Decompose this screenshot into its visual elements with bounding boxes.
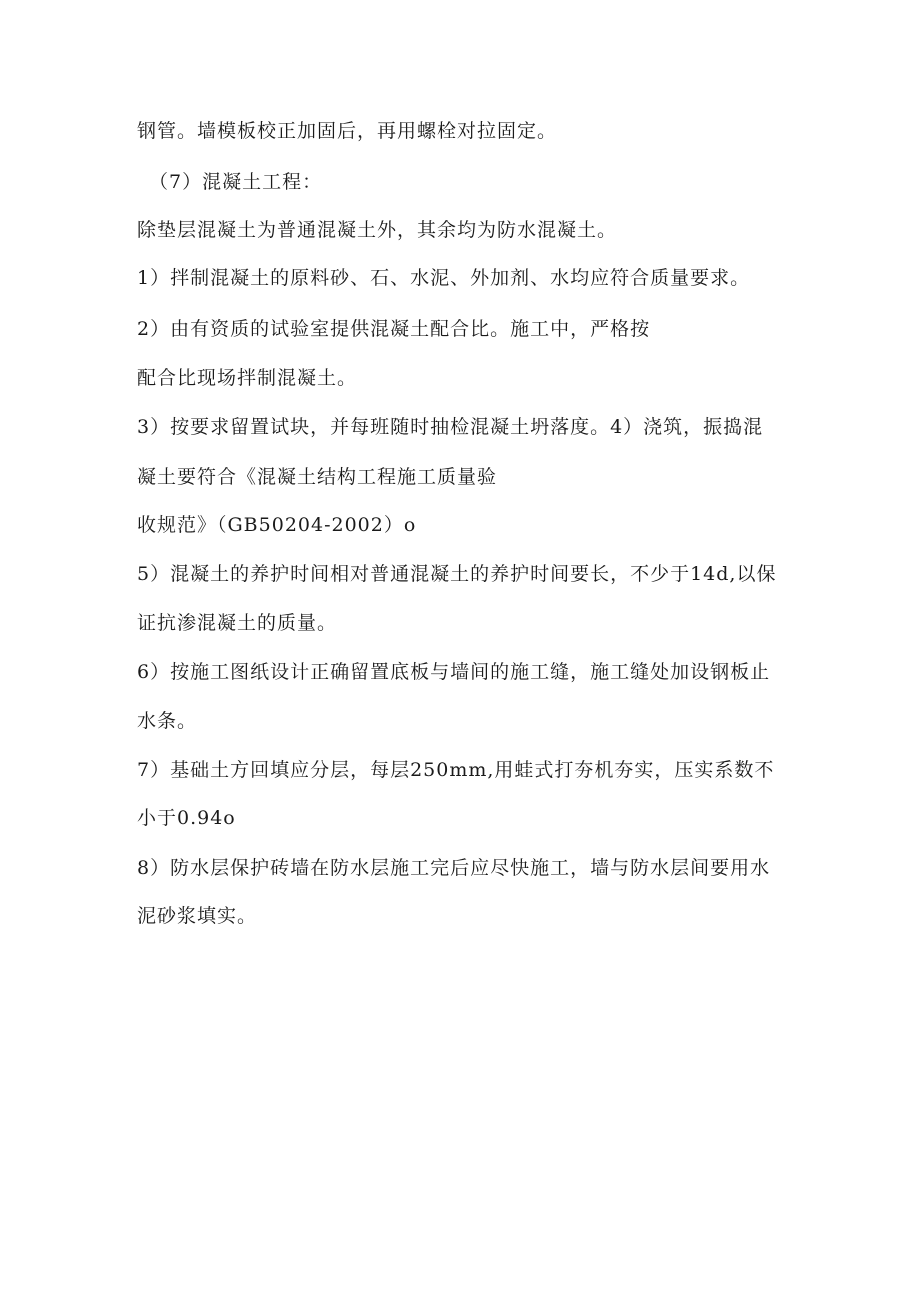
list-item-7: 7）基础土方回填应分层，每层250mm,用蛙式打夯机夯实，压实系数不 (137, 759, 775, 781)
text-line: 钢管。墙模板校正加固后，再用螺栓对拉固定。 (137, 120, 558, 142)
list-item-5: 5）混凝土的养护时间相对普通混凝土的养护时间要长，不少于14d,以保 (137, 563, 777, 585)
list-item-7-continued: 小于0.94o (137, 807, 236, 829)
list-item-3: 3）按要求留置试块，并每班随时抽检混凝土坍落度。4）浇筑，振捣混 (137, 416, 764, 438)
list-item-3-continued: 凝土要符合《混凝土结构工程施工质量验 (137, 466, 498, 488)
list-item-2-continued: 配合比现场拌制混凝土。 (137, 367, 358, 389)
text-line: 除垫层混凝土为普通混凝土外，其余均为防水混凝土。 (137, 219, 618, 241)
list-item-8: 8）防水层保护砖墙在防水层施工完后应尽快施工，墙与防水层间要用水 (137, 857, 771, 879)
list-item-6-continued: 水条。 (137, 710, 198, 732)
list-item-6: 6）按施工图纸设计正确留置底板与墙间的施工缝，施工缝处加设钢板止 (137, 661, 771, 683)
section-heading: （7）混凝土工程： (149, 171, 323, 193)
list-item-3-continued: 收规范》（GB50204-2002）o (137, 514, 417, 536)
list-item-1: 1）拌制混凝土的原料砂、石、水泥、外加剂、水均应符合质量要求。 (137, 267, 751, 289)
list-item-2: 2）由有资质的试验室提供混凝土配合比。施工中，严格按 (137, 318, 651, 340)
list-item-5-continued: 证抗渗混凝土的质量。 (137, 612, 338, 634)
list-item-8-continued: 泥砂浆填实。 (137, 905, 258, 927)
